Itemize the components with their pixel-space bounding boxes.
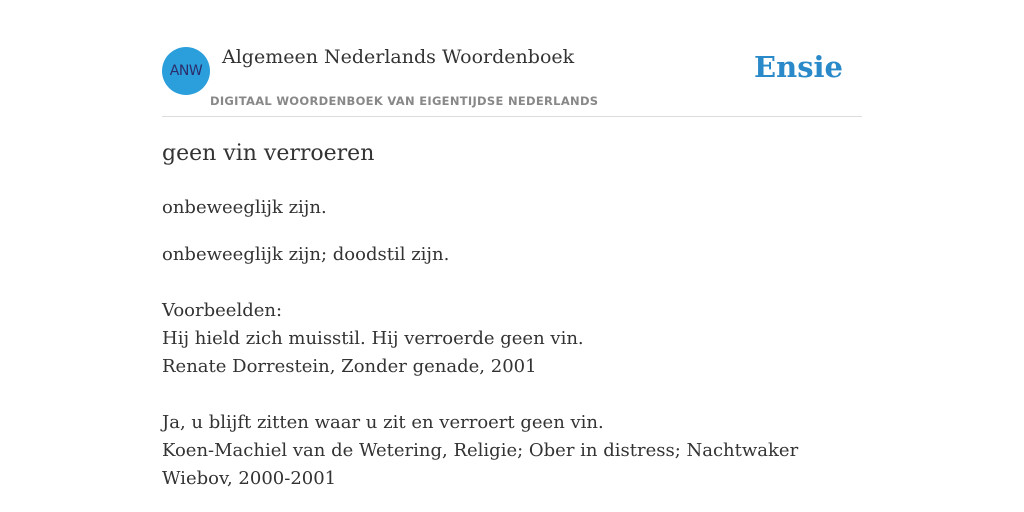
logo-text: ANW — [169, 63, 203, 79]
example-spacer — [162, 381, 862, 409]
entry-content — [162, 138, 862, 493]
site-title[interactable]: Algemeen Nederlands Woordenboek — [222, 46, 575, 68]
anw-logo[interactable] — [162, 47, 210, 95]
example-sentence: Hij hield zich muisstil. Hij verroerde geen vin. — [162, 328, 584, 349]
site-subtitle: DIGITAAL WOORDENBOEK VAN EIGENTIJDSE NEDERLANDS — [210, 94, 599, 108]
long-definition: onbeweeglijk zijn; doodstil zijn. — [162, 244, 450, 265]
ensie-brand-logo[interactable]: Ensie — [754, 50, 843, 84]
entry-headword: geen vin verroeren — [162, 141, 375, 166]
examples-label: Voorbeelden: — [162, 300, 283, 321]
example-source: Renate Dorrestein, Zonder genade, 2001 — [162, 356, 537, 377]
example-sentence: Ja, u blijft zitten waar u zit en verroert geen vin. — [162, 412, 604, 433]
example-source: Koen-Machiel van de Wetering, Religie; Ober in distress; Nachtwaker Wiebov, 2000-2001 — [162, 440, 799, 489]
short-definition: onbeweeglijk zijn. — [162, 197, 327, 218]
site-header — [162, 44, 862, 117]
examples-section — [162, 297, 862, 493]
